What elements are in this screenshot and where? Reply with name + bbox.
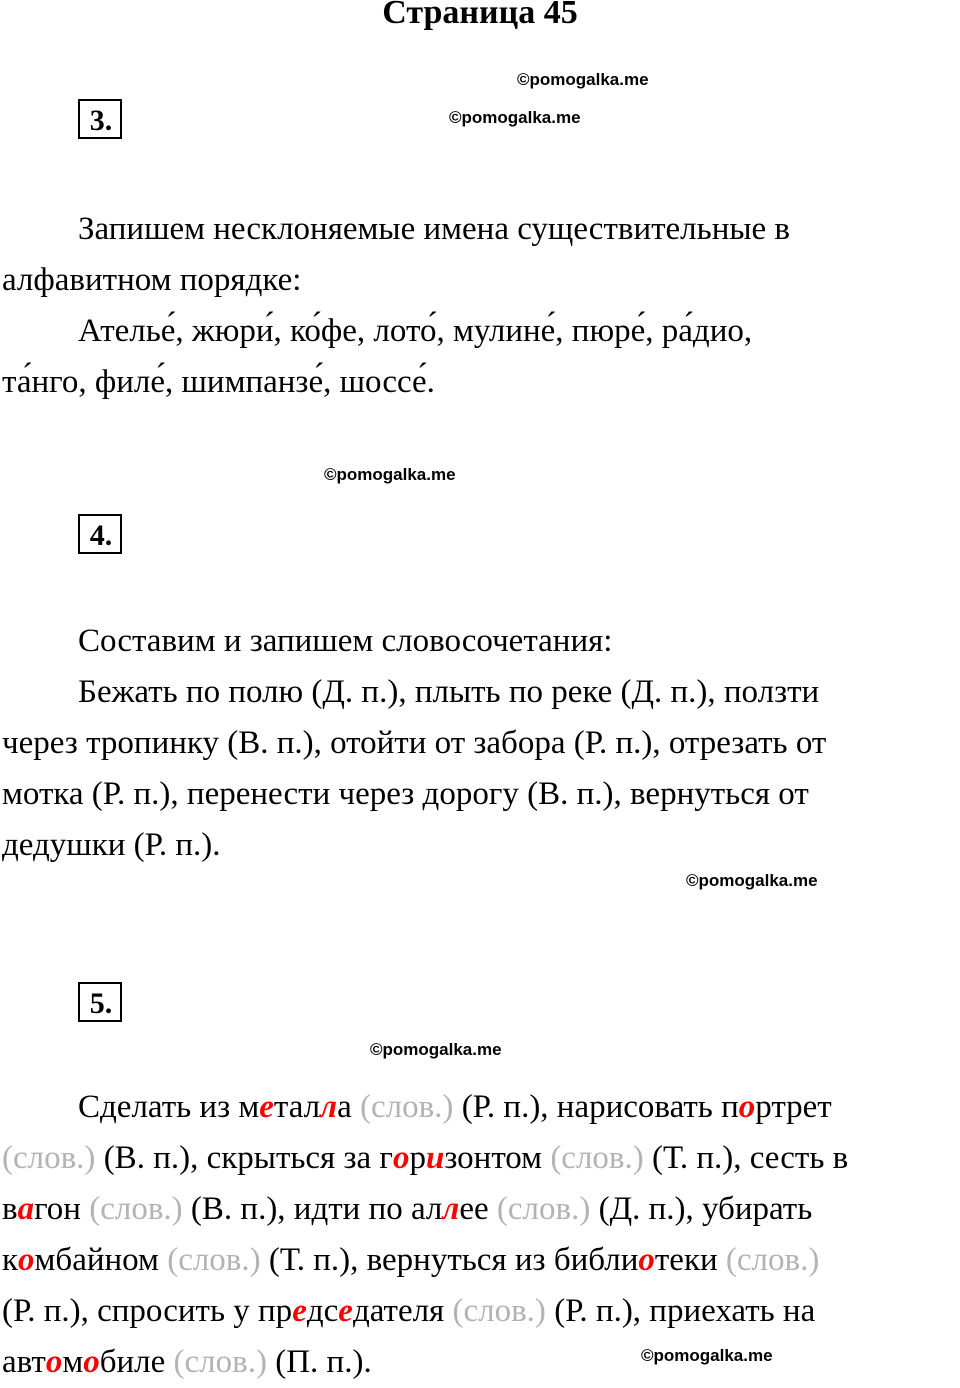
task-4-line: Бежать по полю (Д. п.), плыть по реке (Д. п.), ползти	[78, 674, 820, 710]
page-title: Страница 45	[382, 0, 578, 31]
task-3-intro: Запишем несклоняемые имена существительные в	[78, 211, 791, 247]
task-4-line: мотка (Р. п.), перенести через дорогу (В. п.), вернуться от	[2, 776, 809, 812]
watermark: ©pomogalka.me	[449, 108, 581, 127]
dictionary-note: (слов.)	[360, 1089, 454, 1125]
dictionary-note: (слов.)	[496, 1191, 591, 1227]
task-4-intro: Составим и запишем словосочетания:	[78, 623, 613, 659]
watermark: ©pomogalka.me	[370, 1040, 502, 1059]
task-number-3: 3.	[78, 99, 122, 139]
dictionary-note: (слов.)	[173, 1344, 267, 1380]
task-4-line: через тропинку (В. п.), отойти от забора (Р. п.), отрезать от	[2, 725, 827, 761]
task-3-answer: Ателье́, жюри́, ко́фе, лото́, мулине́, пюре́, ра́дио,	[78, 313, 753, 349]
task-number-5: 5.	[78, 982, 122, 1022]
task-3-text	[2, 204, 960, 408]
task-5-text	[2, 1082, 960, 1388]
task-4-line: дедушки (Р. п.).	[2, 827, 221, 863]
watermark: ©pomogalka.me	[686, 871, 818, 890]
watermark: ©pomogalka.me	[324, 465, 456, 484]
task-4-text	[2, 616, 960, 871]
dictionary-note: (слов.)	[452, 1293, 546, 1329]
dictionary-note: (слов.)	[167, 1242, 261, 1278]
task-3-intro-cont: алфавитном порядке:	[2, 262, 302, 298]
watermark: ©pomogalka.me	[517, 70, 649, 89]
task-5-line: вагон (слов.) (В. п.), идти по аллее (слов.) (Д. п.), убирать	[2, 1191, 813, 1227]
task-5-line: Сделать из металла (слов.) (Р. п.), нарисовать портрет	[78, 1089, 832, 1125]
watermark: ©pomogalka.me	[641, 1346, 773, 1365]
dictionary-note: (слов.)	[89, 1191, 183, 1227]
task-3-answer-cont: та́нго, филе́, шимпанзе́, шоссе́.	[2, 364, 435, 400]
task-5-line: (Р. п.), спросить у председателя (слов.) (Р. п.), приехать на	[2, 1293, 816, 1329]
task-5-line: комбайном (слов.) (Т. п.), вернуться из библиотеки (слов.)	[2, 1242, 820, 1278]
task-5-line: автомобиле (слов.) (П. п.).	[2, 1344, 372, 1380]
task-5-line: (слов.) (В. п.), скрыться за горизонтом (слов.) (Т. п.), сесть в	[2, 1140, 849, 1176]
dictionary-note: (слов.)	[2, 1140, 96, 1176]
task-number-4: 4.	[78, 514, 122, 554]
dictionary-note: (слов.)	[550, 1140, 644, 1176]
dictionary-note: (слов.)	[725, 1242, 820, 1278]
